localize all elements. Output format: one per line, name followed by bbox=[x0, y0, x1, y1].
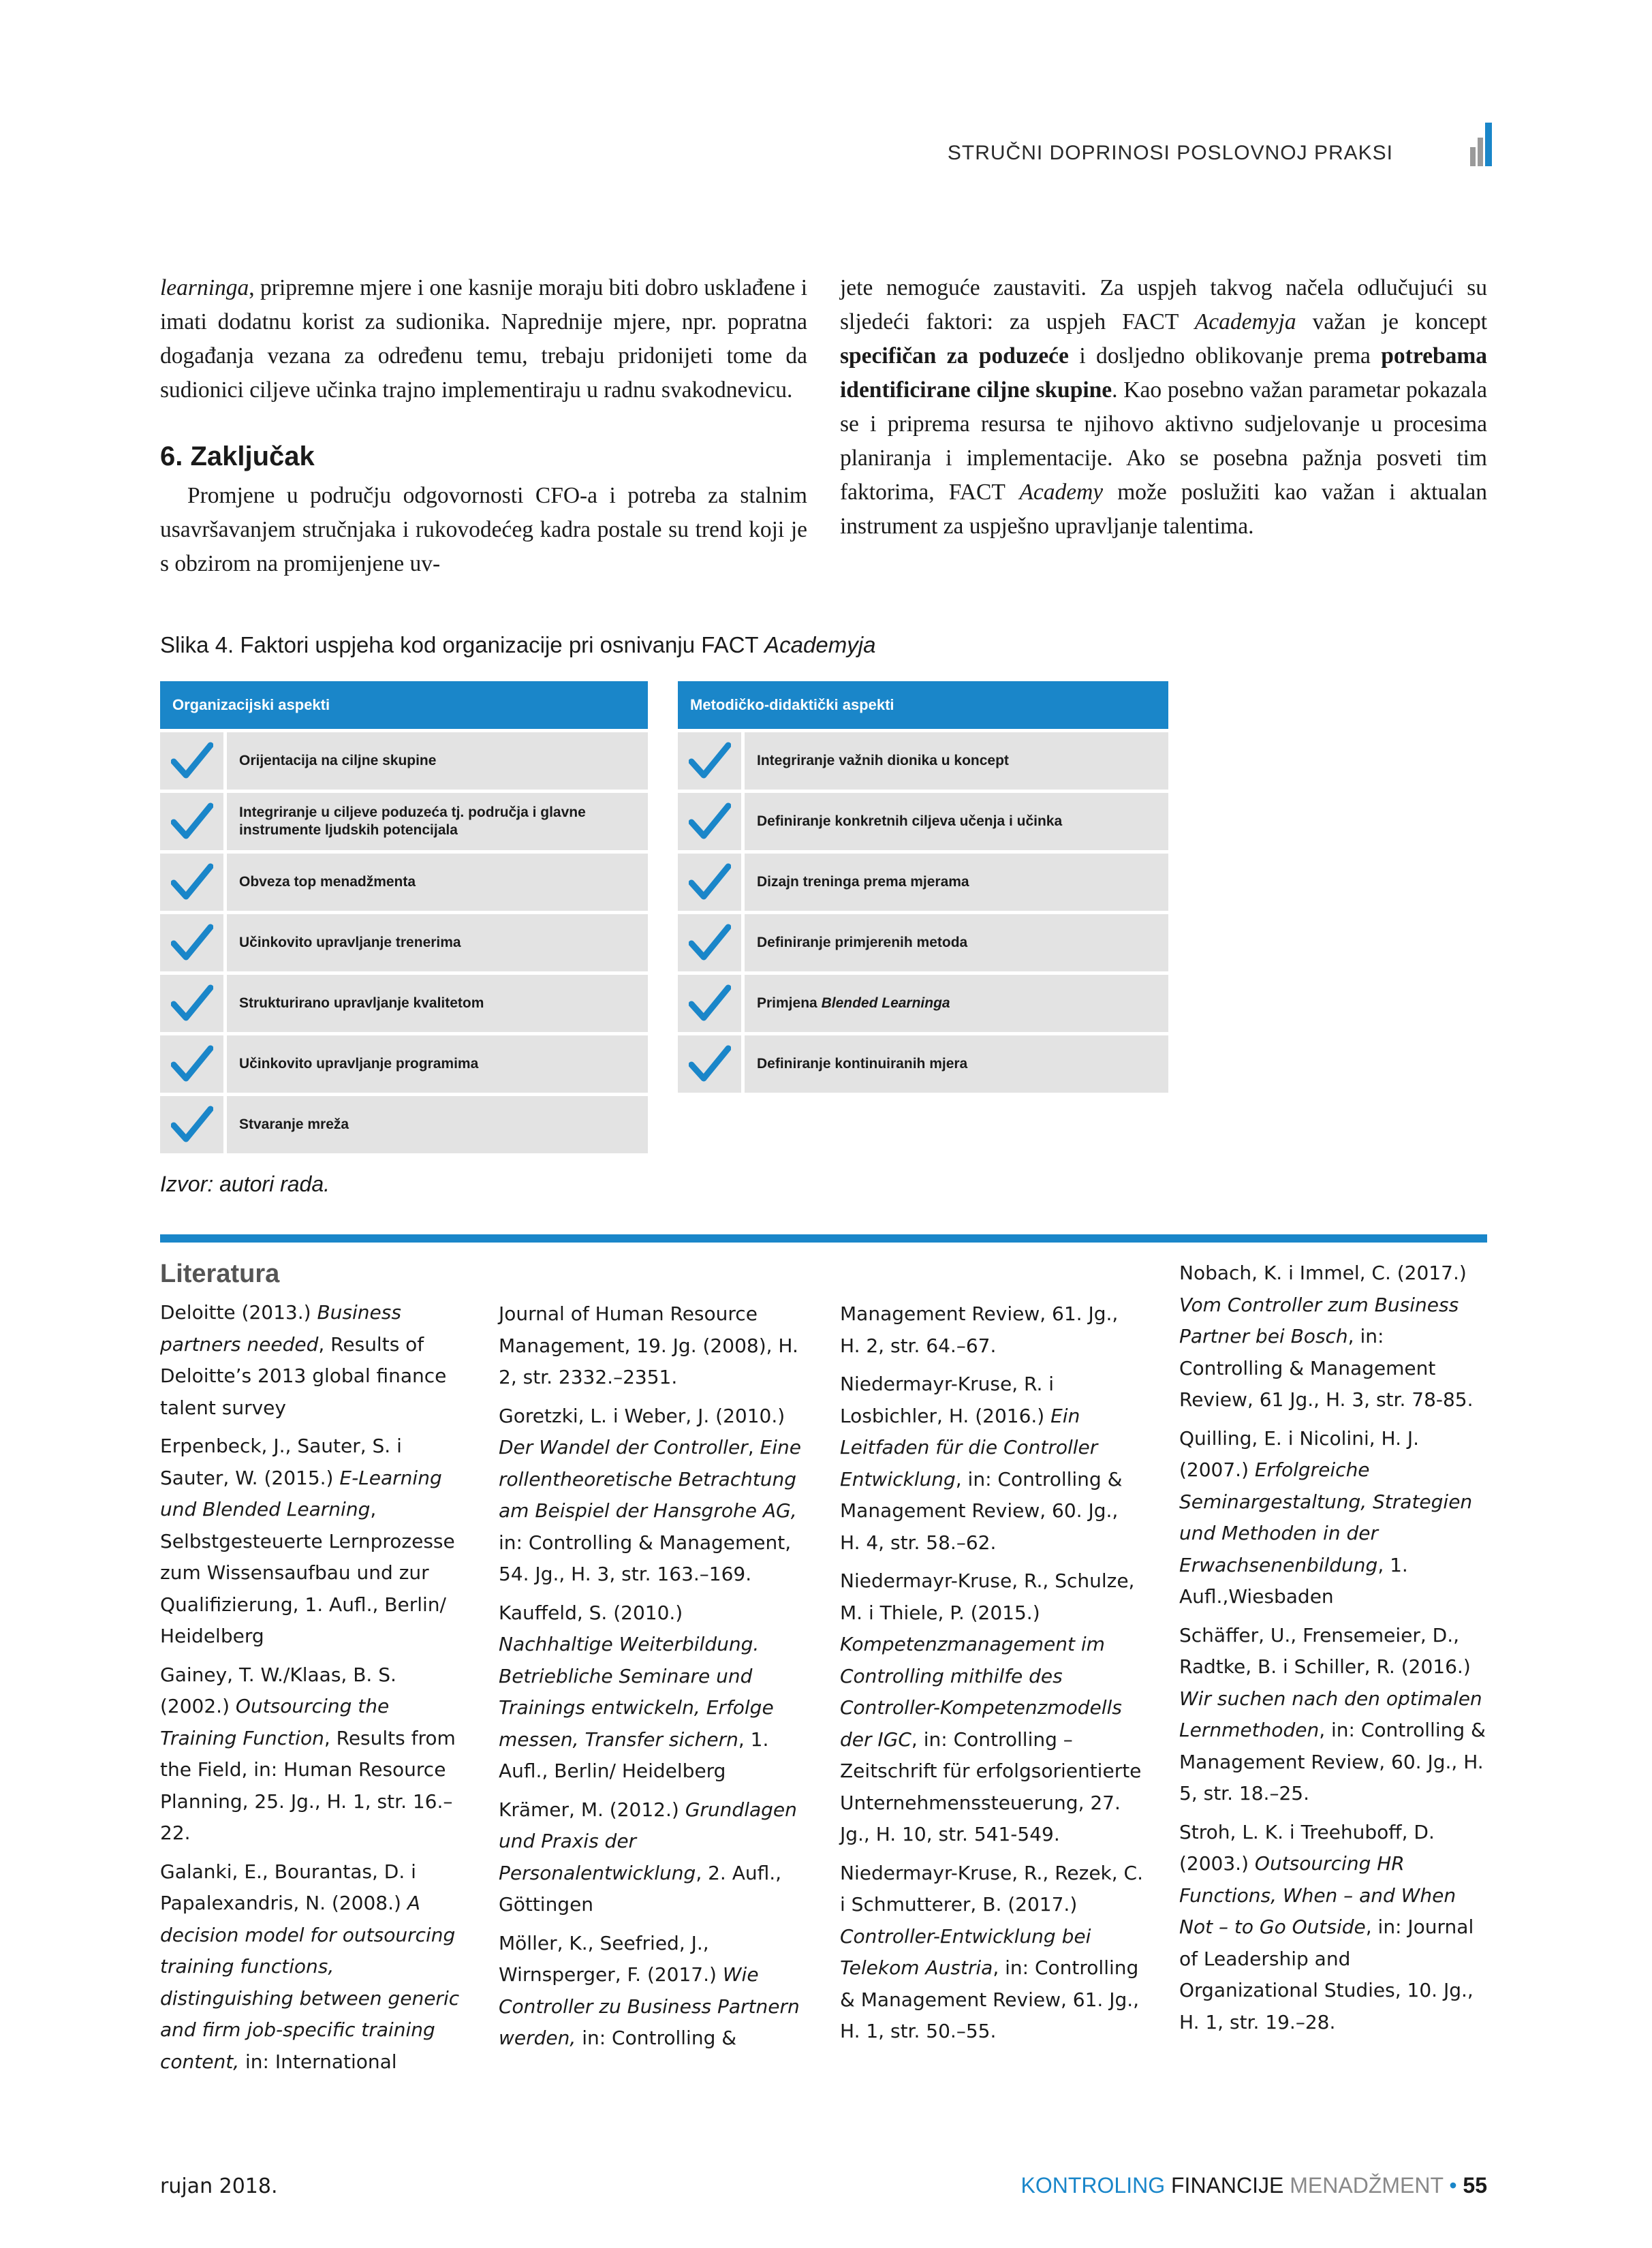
reference-item: Deloitte (2013.) Business partners needed, Results of Deloitte’s 2013 global finance talent survey bbox=[160, 1301, 447, 1419]
checkmark-icon bbox=[678, 793, 741, 850]
figure-row-label: Orijentacija na ciljne skupine bbox=[227, 732, 648, 790]
checkmark-icon bbox=[678, 854, 741, 911]
references-column-1 bbox=[160, 1255, 463, 2085]
figure-row bbox=[160, 854, 648, 911]
figure-row-label: Učinkovito upravljanje trenerima bbox=[227, 914, 648, 971]
figure-row-label: Stvaranje mreža bbox=[227, 1096, 648, 1153]
section-heading: 6. Zaključak bbox=[160, 441, 315, 471]
running-header: STRUČNI DOPRINOSI POSLOVNOJ PRAKSI bbox=[947, 142, 1393, 164]
paragraph: learninga, pripremne mjere i one kasnije moraju biti dobro usklađene i imati dodatnu korist za sudionika. Naprednije mjere, npr. popratna događanja vezana za određenu temu, trebaju pridonijeti tome da sudionici ciljeve učinka trajno implementiraju u radnu svakodnevicu. bbox=[160, 275, 807, 403]
figure-row bbox=[678, 1035, 1168, 1093]
references-column-2 bbox=[499, 1298, 802, 2061]
figure-row bbox=[160, 732, 648, 790]
checkmark-icon bbox=[160, 1096, 223, 1153]
issue-date: rujan 2018. bbox=[160, 2174, 278, 2198]
page-number: 55 bbox=[1463, 2173, 1487, 2198]
panel-header: Metodičko-didaktički aspekti bbox=[678, 681, 1168, 729]
figure-row bbox=[678, 854, 1168, 911]
figure-row bbox=[160, 914, 648, 971]
figure-row-label: Definiranje kontinuiranih mjera bbox=[745, 1035, 1168, 1093]
reference-item: Niedermayr-Kruse, R., Schulze, M. i Thiele, P. (2015.) Kompetenzmanagement im Controlling mithilfe des Controller-Kompetenzmodells der IGC, in: Controlling – Zeitschrift für erfolgsorientierte Unternehmenssteuerung, 27. Jg., H. 10, str. 541-549. bbox=[840, 1570, 1142, 1845]
reference-item: Journal of Human Resource Management, 19. Jg. (2008), H. 2, str. 2332.–2351. bbox=[499, 1302, 798, 1388]
references-column-4 bbox=[1179, 1258, 1487, 2045]
reference-item: Galanki, E., Bourantas, D. i Papalexandris, N. (2008.) A decision model for outsourcing training functions, distinguishing between generic and firm job-specific training content, in: International bbox=[160, 1860, 460, 2073]
figure-row-label: Definiranje konkretnih ciljeva učenja i učinka bbox=[745, 793, 1168, 850]
figure-row bbox=[160, 793, 648, 850]
figure-row-label: Integriranje u ciljeve poduzeća tj. područja i glavne instrumente ljudskih potencijala bbox=[227, 793, 648, 850]
reference-item: Management Review, 61. Jg., H. 2, str. 64.–67. bbox=[840, 1302, 1119, 1357]
checkmark-icon bbox=[160, 914, 223, 971]
figure-source: Izvor: autori rada. bbox=[160, 1172, 330, 1196]
figure-row-label: Učinkovito upravljanje programima bbox=[227, 1035, 648, 1093]
reference-item: Möller, K., Seefried, J., Wirnsperger, F. (2017.) Wie Controller zu Business Partnern werden, in: Controlling & bbox=[499, 1931, 800, 2049]
body-column-right bbox=[840, 271, 1487, 544]
reference-item: Erpenbeck, J., Sauter, S. i Sauter, W. (2015.) E-Learning und Blended Learning, Selbstgesteuerte Lernprozesse zum Wissensaufbau und zur Qualifizierung, 1. Aufl., Berlin/ Heidelberg bbox=[160, 1435, 455, 1647]
figure-row bbox=[678, 914, 1168, 971]
reference-item: Niedermayr-Kruse, R., Rezek, C. i Schmutterer, B. (2017.) Controller-Entwicklung bei Telekom Austria, in: Controlling & Management Review, 61. Jg., H. 1, str. 50.–55. bbox=[840, 1861, 1144, 2042]
checkmark-icon bbox=[160, 1035, 223, 1093]
magazine-footer: KONTROLING FINANCIJE MENADŽMENT • 55 bbox=[1020, 2173, 1487, 2198]
figure-row-label: Primjena Blended Learninga bbox=[745, 975, 1168, 1032]
references-column-3 bbox=[840, 1298, 1143, 2055]
figure-row bbox=[678, 732, 1168, 790]
section-divider bbox=[160, 1234, 1487, 1243]
figure-panel-organizational bbox=[160, 681, 648, 1153]
reference-item: Schäffer, U., Frensemeier, D., Radtke, B. i Schiller, R. (2016.) Wir suchen nach den optimalen Lernmethoden, in: Controlling & Management Review, 60. Jg., H. 5, str. 18.–25. bbox=[1179, 1623, 1486, 1805]
reference-item: Niedermayr-Kruse, R. i Losbichler, H. (2016.) Ein Leitfaden für die Controller Entwicklung, in: Controlling & Management Review, 60. Jg., H. 4, str. 58.–62. bbox=[840, 1373, 1123, 1554]
figure-caption: Slika 4. Faktori uspjeha kod organizacije pri osnivanju FACT Academyja bbox=[160, 632, 876, 657]
figure-row bbox=[160, 1035, 648, 1093]
checkmark-icon bbox=[160, 975, 223, 1032]
figure-row-label: Strukturirano upravljanje kvalitetom bbox=[227, 975, 648, 1032]
checkmark-icon bbox=[160, 793, 223, 850]
paragraph: jete nemoguće zaustaviti. Za uspjeh takvog načela odlučujući su sljedeći faktori: za uspjeh FACT Academyja važan je koncept specifičan za poduzeće i dosljedno oblikovanje prema potrebama identificirane ciljne skupine. Kao posebno važan parametar pokazala se i priprema resursa te njihovo aktivno sudjelovanje u procesima planiranja i implementacije. Ako se posebna pažnja posveti tim faktorima, FACT Academy može poslužiti kao važan i aktualan instrument za uspješno upravljanje talentima. bbox=[840, 275, 1488, 539]
literature-heading: Literatura bbox=[160, 1260, 280, 1288]
checkmark-icon bbox=[678, 914, 741, 971]
checkmark-icon bbox=[160, 732, 223, 790]
checkmark-icon bbox=[160, 854, 223, 911]
reference-item: Goretzki, L. i Weber, J. (2010.) Der Wandel der Controller, Eine rollentheoretische Betrachtung am Beispiel der Hansgrohe AG, in: Controlling & Management, 54. Jg., H. 3, str. 163.–169. bbox=[499, 1404, 801, 1585]
figure-row bbox=[678, 975, 1168, 1032]
bar-chart-logo-icon bbox=[1470, 123, 1493, 166]
checkmark-icon bbox=[678, 975, 741, 1032]
panel-header: Organizacijski aspekti bbox=[160, 681, 648, 729]
reference-item: Kauffeld, S. (2010.) Nachhaltige Weiterbildung. Betriebliche Seminare und Trainings entwickeln, Erfolge messen, Transfer sichern, 1. Aufl., Berlin/ Heidelberg bbox=[499, 1601, 774, 1782]
paragraph: Promjene u području odgovornosti CFO-a i potreba za stalnim usavršavanjem stručnjaka i rukovodećeg kadra postale su trend koji je s obzirom na promijenjene uv- bbox=[160, 483, 807, 576]
figure-row-label: Integriranje važnih dionika u koncept bbox=[745, 732, 1168, 790]
figure-row-label: Dizajn treninga prema mjerama bbox=[745, 854, 1168, 911]
checkmark-icon bbox=[678, 1035, 741, 1093]
figure-row-label: Definiranje primjerenih metoda bbox=[745, 914, 1168, 971]
figure-row bbox=[160, 975, 648, 1032]
figure-panel-didactic bbox=[678, 681, 1168, 1093]
body-column-left bbox=[160, 271, 807, 581]
reference-item: Krämer, M. (2012.) Grundlagen und Praxis der Personalentwicklung, 2. Aufl., Göttingen bbox=[499, 1798, 797, 1916]
checkmark-icon bbox=[678, 732, 741, 790]
reference-item: Gainey, T. W./Klaas, B. S. (2002.) Outsourcing the Training Function, Results from the Field, in: Human Resource Planning, 25. Jg., H. 1, str. 16.–22. bbox=[160, 1663, 456, 1844]
figure-row bbox=[160, 1096, 648, 1153]
figure-row-label: Obveza top menadžmenta bbox=[227, 854, 648, 911]
reference-item: Nobach, K. i Immel, C. (2017.) Vom Controller zum Business Partner bei Bosch, in: Controlling & Management Review, 61 Jg., H. 3, str. 78-85. bbox=[1179, 1262, 1474, 1411]
reference-item: Quilling, E. i Nicolini, H. J. (2007.) Erfolgreiche Seminargestaltung, Strategien und Methoden in der Erwachsenenbildung, 1. Aufl.,Wiesbaden bbox=[1179, 1426, 1473, 1608]
figure-row bbox=[678, 793, 1168, 850]
reference-item: Stroh, L. K. i Treehuboff, D. (2003.) Outsourcing HR Functions, When – and When Not – to Go Outside, in: Journal of Leadership and Organizational Studies, 10. Jg., H. 1, str. 19.–28. bbox=[1179, 1820, 1474, 2033]
